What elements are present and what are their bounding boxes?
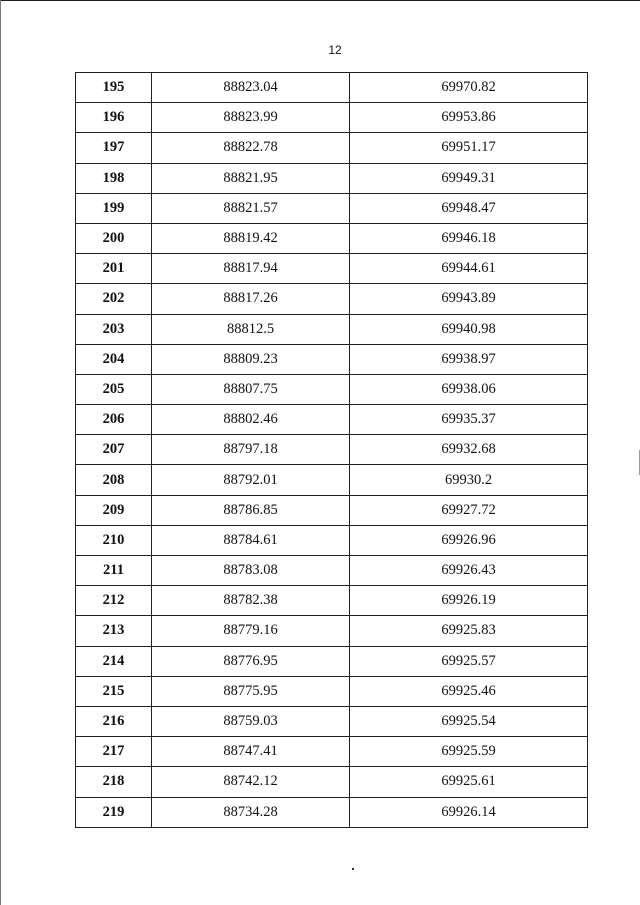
x-coordinate: 88776.95 (152, 646, 350, 676)
y-coordinate: 69970.82 (350, 73, 588, 103)
point-number: 207 (76, 435, 152, 465)
table-row (76, 495, 588, 525)
x-coordinate: 88786.85 (152, 495, 350, 525)
x-coordinate: 88802.46 (152, 405, 350, 435)
table-row (76, 223, 588, 253)
point-number: 197 (76, 133, 152, 163)
y-coordinate: 69926.43 (350, 556, 588, 586)
point-number: 204 (76, 344, 152, 374)
table-row (76, 797, 588, 827)
table-row (76, 767, 588, 797)
point-number: 203 (76, 314, 152, 344)
x-coordinate: 88821.57 (152, 193, 350, 223)
x-coordinate: 88823.04 (152, 73, 350, 103)
point-number: 206 (76, 405, 152, 435)
y-coordinate: 69940.98 (350, 314, 588, 344)
point-number: 216 (76, 706, 152, 736)
y-coordinate: 69927.72 (350, 495, 588, 525)
page-border-top (0, 0, 640, 1)
y-coordinate: 69951.17 (350, 133, 588, 163)
point-number: 198 (76, 163, 152, 193)
x-coordinate: 88775.95 (152, 676, 350, 706)
point-number: 217 (76, 737, 152, 767)
point-number: 209 (76, 495, 152, 525)
y-coordinate: 69944.61 (350, 254, 588, 284)
point-number: 213 (76, 616, 152, 646)
point-number: 210 (76, 525, 152, 555)
table-row (76, 435, 588, 465)
x-coordinate: 88797.18 (152, 435, 350, 465)
table-row (76, 556, 588, 586)
y-coordinate: 69938.06 (350, 374, 588, 404)
point-number: 211 (76, 556, 152, 586)
x-coordinate: 88759.03 (152, 706, 350, 736)
point-number: 196 (76, 103, 152, 133)
y-coordinate: 69932.68 (350, 435, 588, 465)
x-coordinate: 88822.78 (152, 133, 350, 163)
table-row (76, 133, 588, 163)
point-number: 212 (76, 586, 152, 616)
x-coordinate: 88783.08 (152, 556, 350, 586)
y-coordinate: 69925.61 (350, 767, 588, 797)
x-coordinate: 88792.01 (152, 465, 350, 495)
table-row (76, 374, 588, 404)
table-row (76, 73, 588, 103)
x-coordinate: 88823.99 (152, 103, 350, 133)
table-row (76, 646, 588, 676)
point-number: 214 (76, 646, 152, 676)
y-coordinate: 69926.96 (350, 525, 588, 555)
table-row (76, 163, 588, 193)
table-row (76, 706, 588, 736)
y-coordinate: 69948.47 (350, 193, 588, 223)
coordinate-table (75, 72, 588, 828)
x-coordinate: 88734.28 (152, 797, 350, 827)
point-number: 218 (76, 767, 152, 797)
table-row (76, 314, 588, 344)
x-coordinate: 88817.94 (152, 254, 350, 284)
table-row (76, 586, 588, 616)
scan-speck (352, 868, 354, 870)
point-number: 219 (76, 797, 152, 827)
table-row (76, 676, 588, 706)
point-number: 208 (76, 465, 152, 495)
table-row (76, 525, 588, 555)
coordinate-table-body (76, 73, 588, 828)
x-coordinate: 88779.16 (152, 616, 350, 646)
x-coordinate: 88747.41 (152, 737, 350, 767)
point-number: 202 (76, 284, 152, 314)
table-row (76, 254, 588, 284)
y-coordinate: 69925.54 (350, 706, 588, 736)
y-coordinate: 69925.57 (350, 646, 588, 676)
point-number: 215 (76, 676, 152, 706)
y-coordinate: 69953.86 (350, 103, 588, 133)
y-coordinate: 69925.59 (350, 737, 588, 767)
y-coordinate: 69938.97 (350, 344, 588, 374)
page-number: 12 (328, 43, 342, 57)
table-row (76, 737, 588, 767)
table-row (76, 193, 588, 223)
table-row (76, 405, 588, 435)
x-coordinate: 88807.75 (152, 374, 350, 404)
point-number: 199 (76, 193, 152, 223)
y-coordinate: 69935.37 (350, 405, 588, 435)
table-row (76, 344, 588, 374)
x-coordinate: 88817.26 (152, 284, 350, 314)
x-coordinate: 88819.42 (152, 223, 350, 253)
x-coordinate: 88784.61 (152, 525, 350, 555)
table-row (76, 465, 588, 495)
x-coordinate: 88821.95 (152, 163, 350, 193)
y-coordinate: 69926.14 (350, 797, 588, 827)
y-coordinate: 69925.83 (350, 616, 588, 646)
y-coordinate: 69943.89 (350, 284, 588, 314)
y-coordinate: 69946.18 (350, 223, 588, 253)
point-number: 201 (76, 254, 152, 284)
table-row (76, 616, 588, 646)
x-coordinate: 88812.5 (152, 314, 350, 344)
x-coordinate: 88742.12 (152, 767, 350, 797)
x-coordinate: 88809.23 (152, 344, 350, 374)
y-coordinate: 69930.2 (350, 465, 588, 495)
table-row (76, 103, 588, 133)
page-border-left (0, 0, 1, 905)
y-coordinate: 69925.46 (350, 676, 588, 706)
point-number: 195 (76, 73, 152, 103)
y-coordinate: 69926.19 (350, 586, 588, 616)
table-row (76, 284, 588, 314)
y-coordinate: 69949.31 (350, 163, 588, 193)
point-number: 205 (76, 374, 152, 404)
point-number: 200 (76, 223, 152, 253)
x-coordinate: 88782.38 (152, 586, 350, 616)
